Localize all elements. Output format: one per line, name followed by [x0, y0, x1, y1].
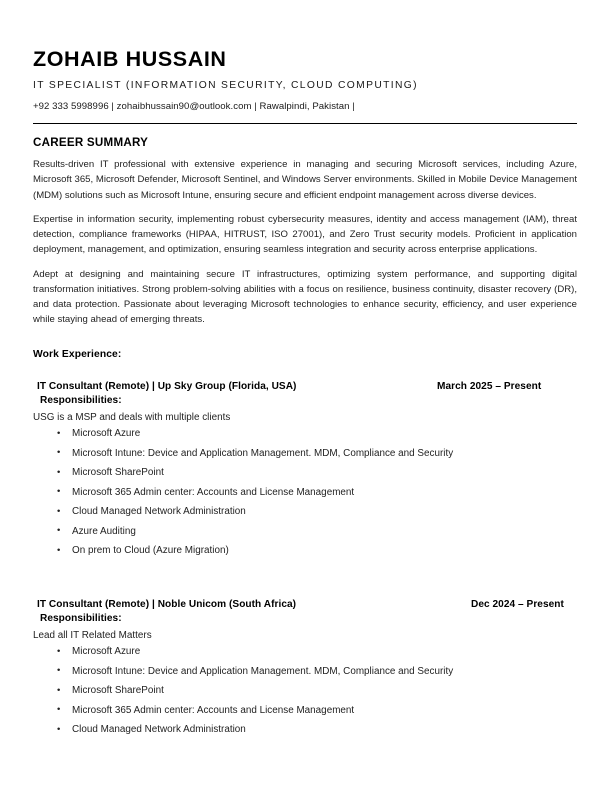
section-heading-work-experience: Work Experience: [33, 349, 122, 361]
list-item: • Microsoft Intune: Device and Application Management. MDM, Compliance and Security [33, 667, 577, 677]
candidate-name: ZOHAIB HUSSAIN [33, 47, 227, 71]
job-date: March 2025 – Present [437, 381, 542, 393]
job-title: IT Consultant (Remote) | Noble Unicom (South Africa) [37, 599, 297, 611]
list-item: • Microsoft SharePoint [33, 686, 577, 696]
list-item: • Microsoft 365 Admin center: Accounts and License Management [33, 706, 577, 716]
list-item: • Cloud Managed Network Administration [33, 507, 577, 517]
candidate-contact-line: +92 333 5998996 | zohaibhussain90@outlook.com | Rawalpindi, Pakistan | [33, 100, 355, 112]
job-entry [33, 380, 577, 556]
career-summary-paragraph: Expertise in information security, implementing robust cybersecurity measures, identity and access management (IAM), threat detection, compliance frameworks (HIPAA, HITRUST, ISO 27001), and Zero Trust security models. Proficient in application deployment, management, and optimization, ensuring seamless integration and security across enterprise applications. [33, 214, 577, 256]
list-item: • Microsoft 365 Admin center: Accounts and License Management [33, 488, 577, 498]
career-summary-paragraph: Adept at designing and maintaining secure IT infrastructures, optimizing system performance, and supporting digital transformation initiatives. Strong problem-solving abilities with a focus on resilience, business continuity, disaster recovery (DR), and data protection. Passionate about leveraging Microsoft technologies to enhance security, efficiency, and user experience while staying ahead of emerging threats. [33, 268, 577, 326]
list-item: • Cloud Managed Network Administration [33, 725, 577, 735]
list-item: • Microsoft Intune: Device and Application Management. MDM, Compliance and Security [33, 449, 577, 459]
job-bullet-list [33, 647, 577, 735]
list-item: • On prem to Cloud (Azure Migration) [33, 546, 577, 556]
resume-content [33, 0, 577, 745]
list-item: • Microsoft SharePoint [33, 468, 577, 478]
header-divider [33, 123, 577, 124]
job-intro: Lead all IT Related Matters [33, 629, 152, 641]
job-title-row [33, 598, 577, 612]
job-date: Dec 2024 – Present [471, 599, 564, 611]
candidate-job-title: IT SPECIALIST (INFORMATION SECURITY, CLOUD COMPUTING) [33, 79, 418, 91]
list-item: • Microsoft Azure [33, 647, 577, 657]
section-heading-career-summary: CAREER SUMMARY [33, 136, 149, 150]
job-responsibilities-label: Responsibilities: [40, 394, 122, 406]
career-summary-paragraph: Results-driven IT professional with extensive experience in managing and securing Microsoft services, including Azure, Microsoft 365, Microsoft Defender, Microsoft Sentinel, and Windows Server environments. Skilled in Mobile Device Management (MDM) solutions such as Microsoft Intune, ensuring secure and efficient endpoint management across diverse devices. [33, 159, 577, 201]
list-item: • Microsoft Azure [33, 429, 577, 439]
job-responsibilities-label: Responsibilities: [40, 612, 122, 624]
job-title-row [33, 380, 577, 394]
list-item: • Azure Auditing [33, 527, 577, 537]
job-entry [33, 598, 577, 735]
job-intro: USG is a MSP and deals with multiple clients [33, 411, 231, 423]
job-bullet-list [33, 429, 577, 556]
job-title: IT Consultant (Remote) | Up Sky Group (Florida, USA) [37, 381, 297, 393]
